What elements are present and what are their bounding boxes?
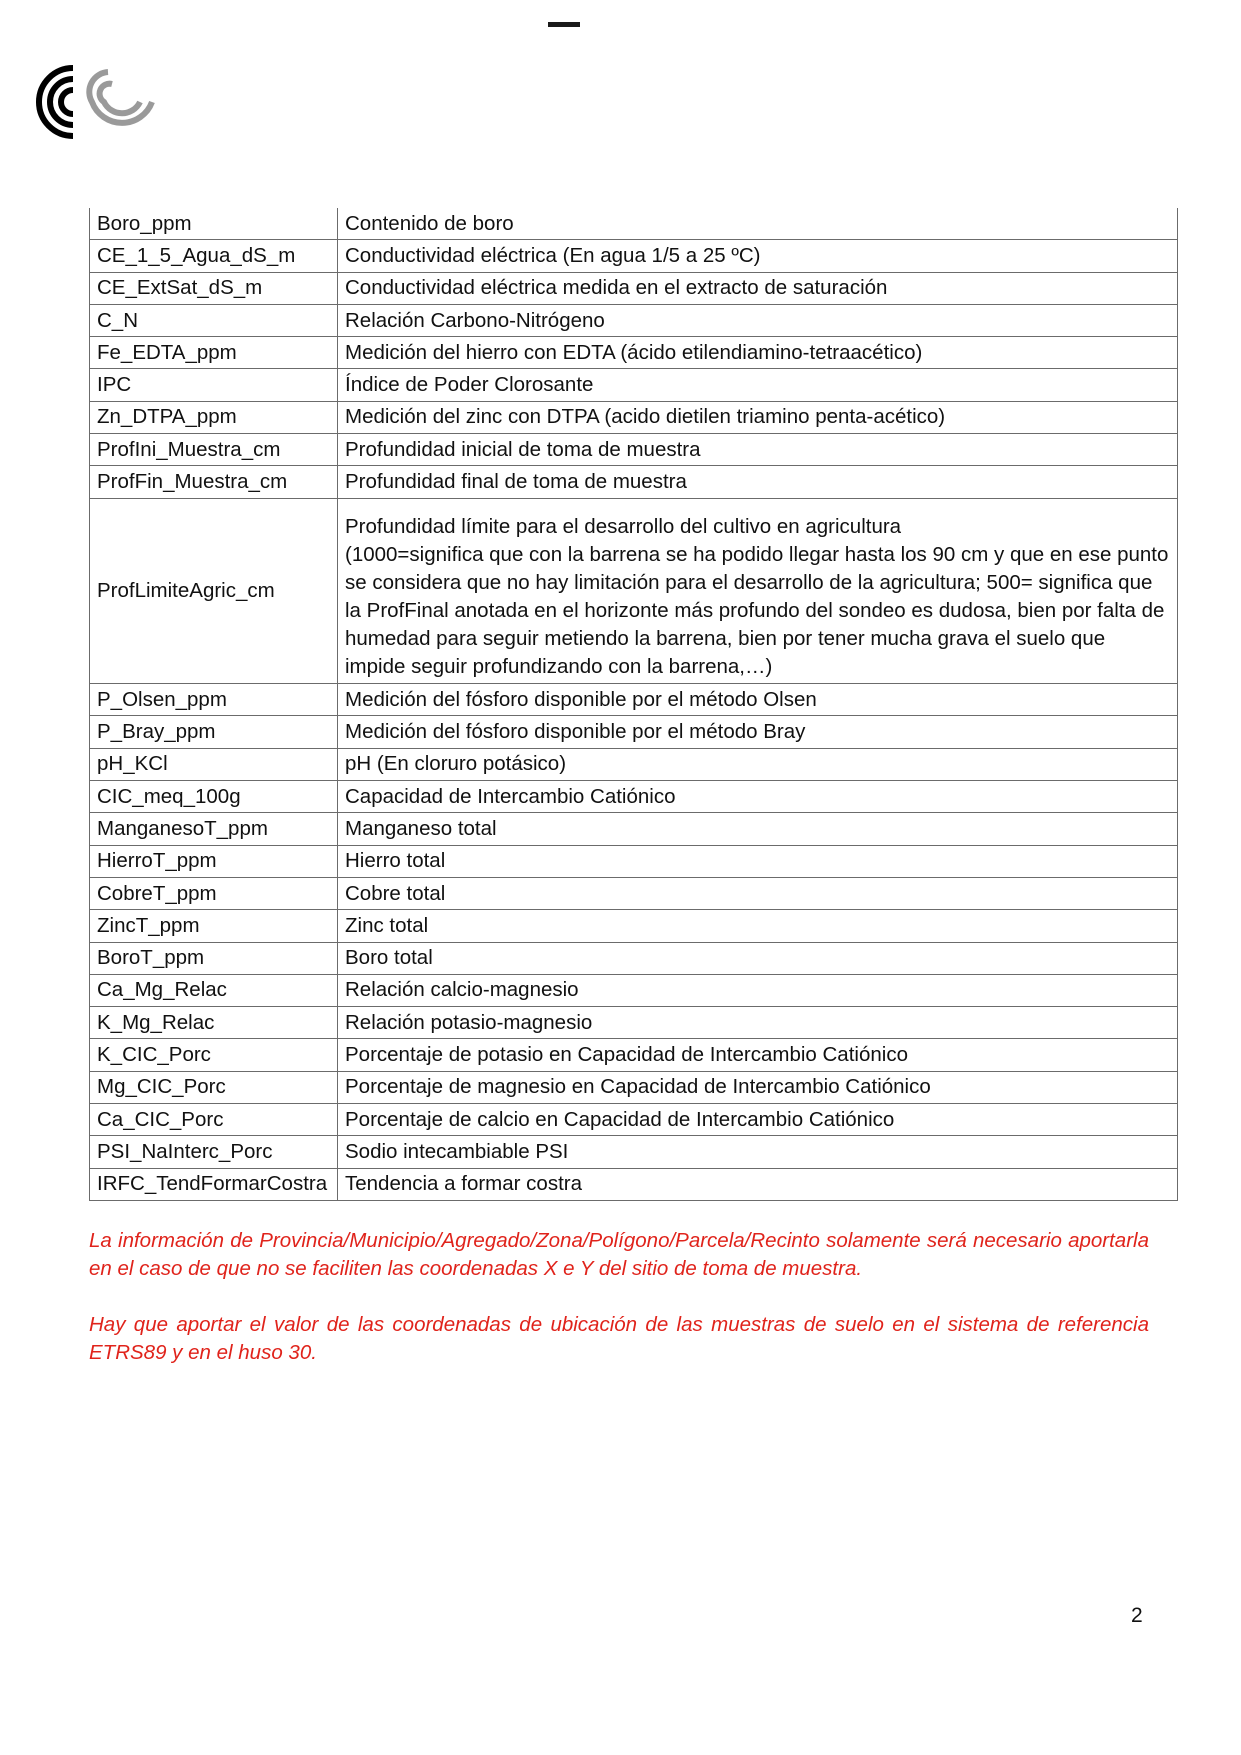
description-detail: (1000=significa que con la barrena se ha podido llegar hasta los 90 cm y que en ese punto se considera que no hay limitación para el desarrollo de la agricultura; 500= significa que la ProfFinal anotada en el horizonte más profundo del sondeo es dudosa, bien por falta de humedad para seguir metiendo la barrena, bien por tener mucha grava el suelo que impide seguir profundizando con la barrena,…) — [345, 542, 1169, 679]
table-row — [90, 910, 1178, 942]
variable-name-cell: pH_KCl — [90, 748, 338, 780]
table-row — [90, 208, 1178, 240]
variable-name-cell: Boro_ppm — [90, 208, 338, 240]
concentric-arcs-logo-icon — [28, 62, 158, 142]
variable-name-cell: ProfLimiteAgric_cm — [90, 498, 338, 683]
variable-name-cell: P_Olsen_ppm — [90, 684, 338, 716]
table-row — [90, 942, 1178, 974]
variable-description-cell: Relación potasio-magnesio — [338, 1007, 1178, 1039]
variable-description-cell: Medición del fósforo disponible por el método Olsen — [338, 684, 1178, 716]
variable-name-cell: ProfFin_Muestra_cm — [90, 466, 338, 498]
variable-name-cell: Ca_CIC_Porc — [90, 1104, 338, 1136]
variable-name-cell: Mg_CIC_Porc — [90, 1071, 338, 1103]
table-row — [90, 466, 1178, 498]
variable-name-cell: Fe_EDTA_ppm — [90, 337, 338, 369]
variable-description-cell: Manganeso total — [338, 813, 1178, 845]
table-row — [90, 974, 1178, 1006]
variables-table — [89, 208, 1178, 1201]
variable-description-cell: Cobre total — [338, 877, 1178, 909]
variable-description-cell: Conductividad eléctrica (En agua 1/5 a 25 ºC) — [338, 240, 1178, 272]
variable-description-cell: Medición del fósforo disponible por el método Bray — [338, 716, 1178, 748]
variable-description-cell: Relación calcio-magnesio — [338, 974, 1178, 1006]
variable-description-cell: Conductividad eléctrica medida en el extracto de saturación — [338, 272, 1178, 304]
table-row — [90, 1071, 1178, 1103]
table-row — [90, 813, 1178, 845]
variable-description-cell: Tendencia a formar costra — [338, 1168, 1178, 1200]
variable-description-cell: Profundidad inicial de toma de muestra — [338, 434, 1178, 466]
note-location-info: La información de Provincia/Municipio/Agregado/Zona/Polígono/Parcela/Recinto solamente será necesario aportarla en el caso de que no se faciliten las coordenadas X e Y del sitio de toma de muestra. — [89, 1229, 1149, 1280]
table-row — [90, 434, 1178, 466]
table-row — [90, 337, 1178, 369]
table-row — [90, 401, 1178, 433]
variable-name-cell: ProfIni_Muestra_cm — [90, 434, 338, 466]
variable-name-cell: CE_ExtSat_dS_m — [90, 272, 338, 304]
variable-name-cell: P_Bray_ppm — [90, 716, 338, 748]
note-coordinates-etrs89: Hay que aportar el valor de las coordenadas de ubicación de las muestras de suelo en el sistema de referencia ETRS89 y en el huso 30. — [89, 1313, 1149, 1364]
table-row — [90, 781, 1178, 813]
page-number: 2 — [1131, 1604, 1143, 1627]
variable-name-cell: PSI_NaInterc_Porc — [90, 1136, 338, 1168]
variable-description-cell: Índice de Poder Clorosante — [338, 369, 1178, 401]
table-row — [90, 272, 1178, 304]
variable-name-cell: IPC — [90, 369, 338, 401]
variable-description-cell: Porcentaje de calcio en Capacidad de Intercambio Catiónico — [338, 1104, 1178, 1136]
variable-description-cell: Contenido de boro — [338, 208, 1178, 240]
variable-description-cell: Porcentaje de magnesio en Capacidad de Intercambio Catiónico — [338, 1071, 1178, 1103]
variable-description-cell: Hierro total — [338, 845, 1178, 877]
variable-name-cell: Zn_DTPA_ppm — [90, 401, 338, 433]
header-dash — [548, 22, 580, 27]
table-row — [90, 684, 1178, 716]
table-row — [90, 748, 1178, 780]
variable-description-cell: pH (En cloruro potásico) — [338, 748, 1178, 780]
variable-name-cell: CIC_meq_100g — [90, 781, 338, 813]
variable-description-cell: Profundidad final de toma de muestra — [338, 466, 1178, 498]
variable-description-cell: Relación Carbono-Nitrógeno — [338, 304, 1178, 336]
variable-name-cell: ManganesoT_ppm — [90, 813, 338, 845]
variable-description-cell: Medición del hierro con EDTA (ácido etilendiamino-tetraacético) — [338, 337, 1178, 369]
description-line: Profundidad límite para el desarrollo del cultivo en agricultura — [345, 514, 902, 538]
variable-description-cell: Boro total — [338, 942, 1178, 974]
variable-name-cell: C_N — [90, 304, 338, 336]
variable-description-cell: Medición del zinc con DTPA (acido dietilen triamino penta-acético) — [338, 401, 1178, 433]
variable-name-cell: BoroT_ppm — [90, 942, 338, 974]
table-row — [90, 369, 1178, 401]
variable-name-cell: K_CIC_Porc — [90, 1039, 338, 1071]
variable-name-cell: CE_1_5_Agua_dS_m — [90, 240, 338, 272]
table-row — [90, 845, 1178, 877]
variable-name-cell: CobreT_ppm — [90, 877, 338, 909]
table-row — [90, 498, 1178, 683]
table-row — [90, 1104, 1178, 1136]
table-row — [90, 1007, 1178, 1039]
variable-name-cell: IRFC_TendFormarCostra — [90, 1168, 338, 1200]
variable-name-cell: Ca_Mg_Relac — [90, 974, 338, 1006]
table-row — [90, 1168, 1178, 1200]
variable-description-cell: Sodio intecambiable PSI — [338, 1136, 1178, 1168]
table-row — [90, 1136, 1178, 1168]
table-row — [90, 1039, 1178, 1071]
table-row — [90, 240, 1178, 272]
variable-description-cell — [338, 498, 1178, 683]
table-row — [90, 877, 1178, 909]
variable-description-cell: Zinc total — [338, 910, 1178, 942]
variable-name-cell: K_Mg_Relac — [90, 1007, 338, 1039]
variable-name-cell: ZincT_ppm — [90, 910, 338, 942]
variable-description-cell: Capacidad de Intercambio Catiónico — [338, 781, 1178, 813]
table-row — [90, 716, 1178, 748]
variable-name-cell: HierroT_ppm — [90, 845, 338, 877]
variable-description-cell: Porcentaje de potasio en Capacidad de Intercambio Catiónico — [338, 1039, 1178, 1071]
table-row — [90, 304, 1178, 336]
